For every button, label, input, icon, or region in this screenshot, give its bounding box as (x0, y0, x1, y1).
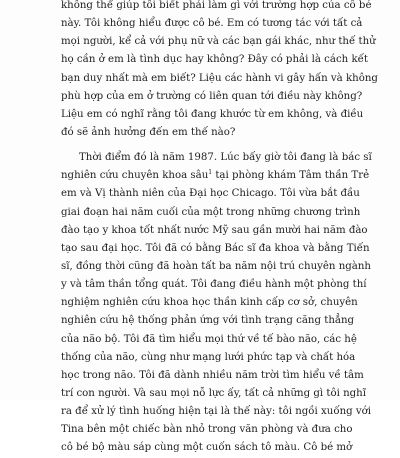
text-line: cô bé bộ màu sáp cùng một cuốn sách tô màu. Cô bé mở (61, 442, 353, 454)
text-line: họ cần ở em là tình dục hay không? Đây có phải là cách kết (61, 54, 368, 66)
text-line: em và Vị thành niên của Đại học Chicago. Tôi vừa bắt đầu (61, 188, 360, 200)
body-text (61, 0, 378, 458)
text-line: ra để xử lý tình huống hiện tại là thế này: tôi ngồi xuống với (61, 406, 372, 418)
text-line: thống của não, cùng như mạng lưới phức tạp và chất hóa (61, 351, 356, 363)
text-line: nghiên cứu hệ thống phản ứng với tình trạng căng thẳng (61, 315, 355, 327)
text-line: phù hợp của em ở trường có liên quan tới điều này không? (61, 90, 363, 102)
paragraph-1 (61, 0, 378, 142)
text-line: giai đoạn hai năm cuối của một trong những chương trình (61, 206, 361, 218)
footnote-marker[interactable]: 1 (208, 169, 213, 177)
text-line: học trong não. Tôi đã dành nhiều năm trời tìm hiểu về tâm (61, 369, 364, 381)
text-line: y và tâm thần tổng quát. Tôi đang điều hành một phòng thí (61, 279, 367, 291)
text-line: bạn duy nhất mà em biết? Liệu các hành vi gây hấn và không (61, 72, 378, 84)
text-line: tạo sau đại học. Tôi đã có bằng Bác sĩ đa khoa và bằng Tiến (61, 242, 370, 254)
text-line: Thời điểm đó là năm 1987. Lúc bấy giờ tôi đang là bác sĩ (79, 152, 372, 164)
text-line: Tina bên một chiếc bàn nhỏ trong văn phòng và đưa cho (61, 424, 353, 436)
text-line: trí con người. Và sau mọi nỗ lực ấy, tất cả những gì tôi nghĩ (61, 387, 366, 399)
paragraph-gap (61, 142, 339, 149)
text-fragment: tại phòng khám Tâm thần Trẻ (212, 170, 370, 182)
text-line: này. Tôi không hiểu được cô bé. Em có tương tác với tất cả (61, 18, 363, 30)
text-line: của não bộ. Tôi đã tìm hiểu mọi thứ về tế bào não, các hệ (61, 333, 357, 345)
paragraph-2 (61, 149, 372, 457)
text-line: đó sẽ ảnh hưởng đến em thế nào? (61, 126, 236, 138)
text-line: đào tạo y khoa tốt nhất nước Mỹ sau gần mười hai năm đào (61, 224, 368, 236)
text-line: nghiệm nghiên cứu khoa học thần kinh cấp cơ sở, chuyên (61, 297, 358, 309)
text-fragment: nghiên cứu chuyên khoa sâu (61, 170, 209, 182)
text-line: Liệu em có nghĩ rằng tôi đang khước từ em không, và điều (61, 108, 364, 120)
text-line: mọi người, kể cả với phụ nữ và các bạn gái khác, như thế thử (61, 36, 376, 48)
text-line: không thể giúp tôi biết phải làm gì với trường hợp của cô bé (61, 0, 372, 11)
text-line: sĩ, đồng thời cũng đã hoàn tất ba năm nội trú chuyên ngành (61, 260, 371, 272)
text-line-with-footnote (61, 167, 370, 185)
